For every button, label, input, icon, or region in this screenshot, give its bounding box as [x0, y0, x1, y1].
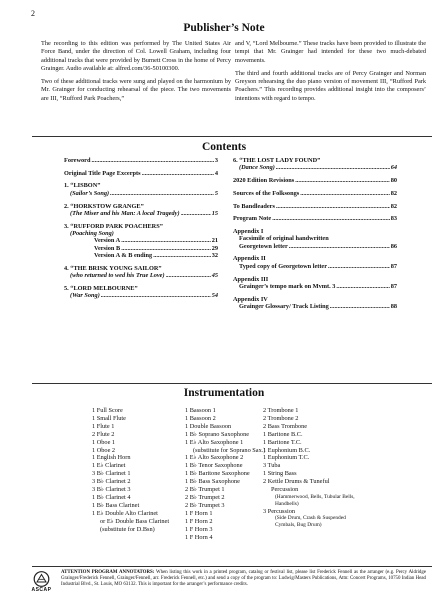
toc-entry-title: Foreword	[64, 157, 91, 164]
toc-page-number: 21	[211, 237, 218, 245]
instrument-item: 1 Baritone T.C.	[263, 438, 302, 446]
publisher-note-right-column	[235, 40, 426, 108]
toc-entry-title: Version B	[94, 244, 121, 252]
publisher-note-left-column	[41, 40, 231, 108]
note-text: When listing this work in a printed program, catalog or festival list, please list Frederick Fennell as the arranger (e.g. Percy Aldridge Grainger/Frederick Fennell, Grainger/Fennell, arr. Frederick Fennell, etc.) and send a copy of the program to: Ludwig/Masters Publications, Attn: Concert Programs, 10750 Indian Head Industrial Blvd., St. Louis, MO 63132. This is important for the arranger’s performance credits.	[61, 570, 426, 588]
toc-page-number: 80	[390, 177, 397, 185]
instrument-item: 1 B♭ Baritone Saxophone	[185, 470, 250, 478]
instrument-item: 1 Baritone B.C.	[263, 430, 303, 438]
toc-entry	[64, 292, 218, 299]
toc-entry	[64, 203, 218, 210]
instrument-item: 2 Trombone 2	[263, 414, 299, 422]
toc-entry	[64, 285, 218, 292]
toc-entry	[233, 303, 397, 310]
instrument-item: 1 E♭ Double Alto Clarinet	[92, 509, 158, 517]
instrument-item: 1 Double Bassoon	[185, 422, 232, 430]
toc-entry-title: Typed copy of Georgetown letter	[239, 262, 328, 270]
dot-leader	[101, 292, 211, 299]
toc-entry-title: 2020 Edition Revisions	[233, 177, 295, 185]
toc-entry	[233, 190, 397, 197]
instrument-item: 1 Oboe 2	[92, 446, 116, 454]
instrument-item: 3 Tuba	[263, 462, 281, 470]
toc-entry	[233, 296, 397, 303]
dot-leader	[295, 177, 389, 184]
toc-entry-title: Appendix IV	[233, 295, 268, 303]
instrument-item: 1 Full Score	[92, 407, 123, 414]
toc-subtitle: (The Miser and his Man: A local Tragedy)	[70, 209, 180, 217]
instrument-item: 1 Euphonium B.C.	[263, 446, 311, 454]
instrument-item: (Side Drum, Crash & Suspended	[275, 515, 346, 522]
instrument-item: 1 Euphonium T.C.	[263, 454, 310, 462]
instrument-item: 1 B♭ Clarinet 4	[92, 493, 131, 501]
toc-entry	[64, 223, 218, 230]
toc-entry-title: Program Note	[233, 215, 272, 223]
toc-entry	[233, 215, 397, 222]
toc-entry	[64, 157, 218, 164]
toc-entry-title: Appendix II	[233, 255, 266, 263]
dot-leader	[166, 272, 211, 279]
instrument-item: 2 B♭ Trumpet 1	[185, 486, 225, 494]
toc-entry	[233, 255, 397, 262]
toc-entry-title: 5. “LORD MELBOURNE”	[64, 285, 138, 293]
instrument-item: 1 String Bass	[263, 470, 297, 478]
instrument-item: 3 B♭ Clarinet 2	[92, 478, 131, 486]
instrument-item: 1 F Horn 4	[185, 533, 213, 541]
toc-entry	[233, 283, 397, 290]
toc-entry	[233, 228, 397, 235]
toc-page-number: 45	[211, 272, 218, 280]
toc-page-number: 3	[214, 157, 218, 164]
toc-entry-title: 2. “HORKSTOW GRANGE”	[64, 202, 144, 210]
dot-leader	[91, 157, 213, 164]
toc-subtitle: (Sailor’s Song)	[70, 189, 110, 197]
instrument-item: Cymbals, Bug Drum)	[275, 522, 322, 529]
instrument-item: 1 F Horn 1	[185, 509, 213, 517]
toc-page-number: 87	[390, 282, 397, 290]
instrument-item: 1 F Horn 3	[185, 525, 213, 533]
instrument-item: 1 E♭ Alto Saxophone 1	[185, 438, 244, 446]
instrument-item: 1 B♭ Tenor Saxophone	[185, 462, 243, 470]
program-annotators-note	[61, 570, 426, 589]
toc-entry-title: 3. “RUFFORD PARK POACHERS”	[64, 222, 163, 230]
ascap-logo-text: ASCAP	[31, 587, 52, 593]
toc-entry-title: To Bandleaders	[233, 202, 275, 210]
toc-entry	[233, 164, 397, 171]
divider	[32, 383, 432, 384]
note-label: ATTENTION PROGRAM ANNOTATORS:	[61, 570, 155, 575]
instrument-item: (substitute for Soprano Sax.)	[193, 446, 266, 454]
instrumentation-column-3	[263, 407, 358, 529]
instrumentation-column-2	[185, 407, 265, 541]
toc-entry	[233, 203, 397, 210]
toc-entry	[233, 243, 397, 250]
instrument-item: 1 B♭ Soprano Saxophone	[185, 430, 250, 438]
publisher-note-title: Publisher’s Note	[183, 22, 265, 34]
dot-leader	[276, 164, 390, 171]
dot-leader	[142, 170, 214, 177]
toc-page-number: 86	[390, 242, 397, 250]
toc-subtitle: (who returned to wed his True Love)	[70, 272, 165, 280]
dot-leader	[272, 215, 390, 222]
instrument-item: 3 Percussion	[263, 507, 296, 515]
toc-entry	[64, 210, 218, 217]
ascap-logo-icon	[31, 571, 52, 587]
toc-entry-title: Appendix III	[233, 275, 269, 283]
toc-entry-title: Facsimile of original handwritten	[239, 235, 329, 243]
toc-page-number: 87	[390, 262, 397, 270]
dot-leader	[181, 210, 211, 217]
toc-page-number: 82	[390, 202, 397, 210]
instrumentation-column-1	[92, 407, 184, 534]
toc-entry-title: Grainger’s tempo mark on Mvmt. 3	[239, 282, 336, 290]
divider	[32, 136, 432, 137]
toc-page-number: 5	[214, 189, 218, 197]
toc-entry	[64, 237, 218, 244]
instrument-item: 2 Bass Trombone	[263, 422, 308, 430]
dot-leader	[300, 190, 390, 197]
toc-entry-title: 4. “THE BRISK YOUNG SAILOR”	[64, 264, 162, 272]
instrument-item: Percussion	[271, 486, 299, 494]
toc-page-number: 82	[390, 189, 397, 197]
toc-page-number: 64	[390, 164, 397, 172]
dot-leader	[153, 252, 211, 259]
dot-leader	[110, 190, 214, 197]
toc-entry-title: Appendix I	[233, 227, 264, 235]
toc-entry-title: Sources of the Folksongs	[233, 189, 300, 197]
dot-leader	[330, 303, 390, 310]
instrument-item: 1 English Horn	[92, 454, 131, 462]
instrument-item: 2 B♭ Trumpet 2	[185, 493, 225, 501]
toc-entry	[64, 245, 218, 252]
toc-subtitle: (Poaching Song)	[70, 230, 114, 238]
dot-leader	[336, 283, 389, 290]
contents-right-column	[233, 157, 397, 310]
toc-entry-title: Georgetown letter	[239, 242, 288, 250]
dot-leader	[276, 203, 390, 210]
toc-entry	[233, 276, 397, 283]
dot-leader	[121, 237, 211, 244]
toc-entry-title: Original Title Page Excerpts	[64, 169, 141, 177]
toc-entry-title: Version A	[94, 237, 121, 245]
instrument-item: 2 B♭ Trumpet 3	[185, 501, 225, 509]
toc-entry	[64, 170, 218, 177]
toc-page-number: 88	[390, 303, 397, 311]
instrument-item: 3 B♭ Clarinet 1	[92, 470, 131, 478]
toc-entry	[233, 235, 397, 242]
toc-entry-title: 1. “LISBON”	[64, 182, 101, 190]
instrumentation-title: Instrumentation	[183, 387, 265, 399]
toc-entry	[64, 252, 218, 259]
instrument-item: (Hammerwood, Bells, Tubular Bells,	[275, 493, 355, 500]
toc-page-number: 29	[211, 244, 218, 252]
publisher-note-paragraph: The third and fourth additional tracks are of Percy Grainger and Norman Greyson rehearsing the duo piano version of movement III, “Rufford Park Poachers.” This recording provides additional insight into the composers’ intentions with regard to tempo.	[235, 69, 426, 102]
toc-entry-title: Version A & B ending	[94, 252, 153, 260]
instrument-item: (substitute for D.Bsn)	[100, 525, 155, 533]
instrument-item: 1 Bassoon 1	[185, 407, 216, 414]
toc-entry	[233, 263, 397, 270]
toc-entry-title: 6. “THE LOST LADY FOUND”	[233, 157, 321, 164]
instrument-item: 2 Trombone 1	[263, 407, 299, 414]
instrument-item: 1 Flute 1	[92, 422, 115, 430]
toc-subtitle: (War Song)	[70, 292, 100, 300]
contents-left-column	[64, 157, 218, 300]
toc-page-number: 83	[390, 215, 397, 223]
toc-page-number: 4	[214, 169, 218, 177]
instrument-item: 2 Kettle Drums & Tuneful	[263, 478, 330, 486]
toc-entry	[64, 272, 218, 279]
toc-entry-title: Grainger Glossary/ Track Listing	[239, 303, 329, 311]
dot-leader	[289, 243, 390, 250]
instrument-item: 1 Bassoon 2	[185, 414, 216, 422]
instrument-item: 1 F Horn 2	[185, 517, 213, 525]
divider	[32, 566, 432, 567]
dot-leader	[121, 245, 211, 252]
instrument-item: 1 E♭ Alto Saxophone 2	[185, 454, 244, 462]
toc-entry	[233, 157, 397, 164]
instrument-item: 1 Small Flute	[92, 414, 126, 422]
toc-page-number: 15	[211, 209, 218, 217]
instrument-item: 1 B♭ Bass Saxophone	[185, 478, 240, 486]
toc-page-number: 54	[211, 292, 218, 300]
toc-subtitle: (Dance Song)	[239, 164, 275, 172]
instrument-item: 1 E♭ Clarinet	[92, 462, 126, 470]
publisher-note-paragraph: and V, “Lord Melbourne.” These tracks have been provided to illustrate the tempi that Mr. Grainger had intended for these two much-debated movements.	[235, 40, 426, 64]
toc-entry	[64, 182, 218, 189]
ascap-logo	[31, 571, 52, 593]
toc-entry	[233, 177, 397, 184]
publisher-note-paragraph: The recording to this edition was performed by The United States Air Force Band, under the direction of Col. Lowell Graham, including four additional tracks that were provided by Burnett Cross in the home of Percy Grainger. Audio available at: alfred.com/36-50100300.	[41, 40, 231, 72]
instrument-item: 2 Flute 2	[92, 430, 115, 438]
toc-entry	[64, 190, 218, 197]
page-number: 2	[31, 9, 35, 18]
instrument-item: or E♭ Double Bass Clarinet	[100, 517, 170, 525]
instrument-item: 1 Oboe 1	[92, 438, 116, 446]
toc-entry	[64, 265, 218, 272]
instrument-item: 3 B♭ Clarinet 3	[92, 486, 131, 494]
contents-title: Contents	[201, 141, 247, 153]
instrument-item: 1 B♭ Bass Clarinet	[92, 501, 140, 509]
dot-leader	[328, 263, 390, 270]
publisher-note-paragraph: Two of these additional tracks were sung and played on the harmonium by Mr. Grainger for conducting rehearsal of the piece. The two movements are III, “Rufford Park Poachers,”	[41, 78, 231, 102]
instrument-item: Handbells)	[275, 500, 299, 507]
toc-page-number: 32	[211, 252, 218, 260]
